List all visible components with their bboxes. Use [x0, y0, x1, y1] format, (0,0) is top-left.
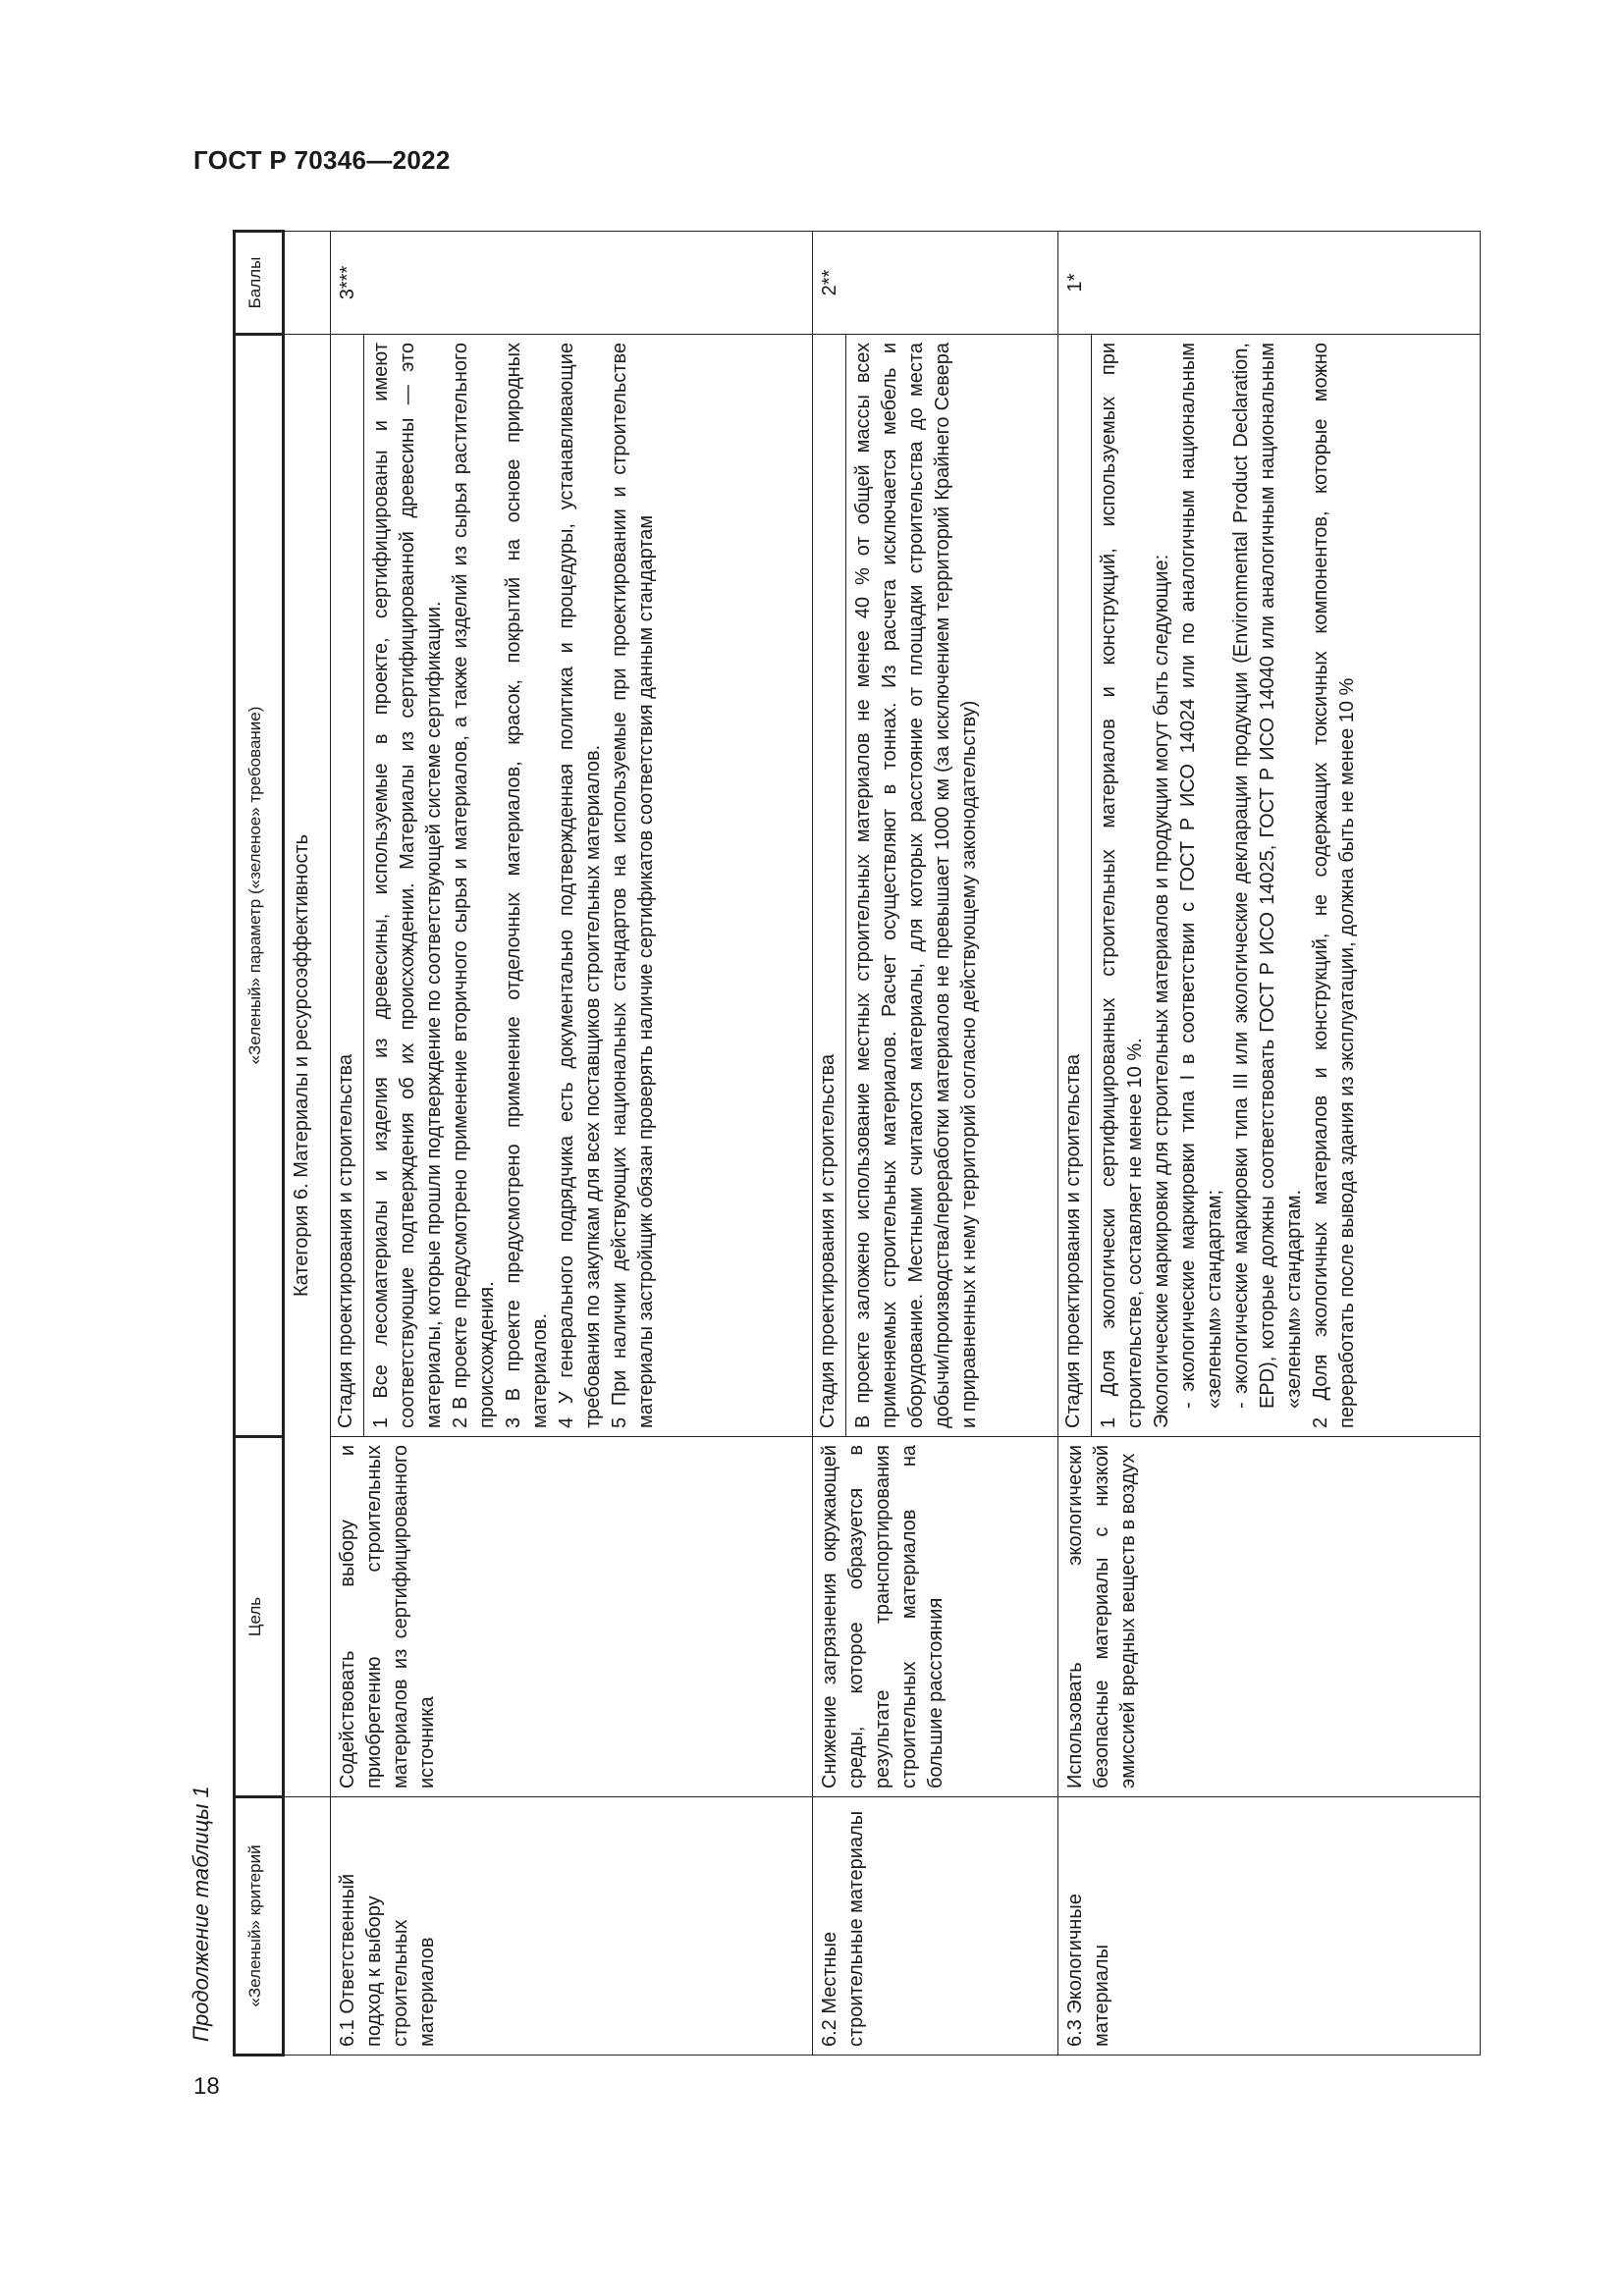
- criterion-cell: 6.3 Экологичные материалы: [1058, 1797, 1481, 2056]
- criteria-table: [233, 230, 1481, 2056]
- stage-label: Стадия проектирования и строительства: [813, 335, 846, 1436]
- requirement-item: В проекте заложено использование местных строительных материалов не менее 40 % от общей массы всех применяемых строительных материалов. Расчет осуществляют в тоннах. Из расчета исключается мебель и оборудование. Местными считаются материалы, для которых расстояние от площадки строительства до места добычи/производства/переработки материалов не превышает 1000 км (за исключением территорий Крайнего Севера и приравненных к нему территорий согласно действующему законодательству): [852, 343, 980, 1428]
- goal-cell: Содействовать выбору и приобретению строительных материалов из сертифицированного источника: [331, 1437, 813, 1797]
- category-title: Категория 6. Материалы и ресурсоэффективность: [284, 335, 331, 1797]
- table-row: [331, 232, 813, 2056]
- requirement-item: 1 Доля экологически сертифицированных строительных материалов и конструкций, используемых при строительстве, составляет не менее 10 %.: [1098, 343, 1146, 1428]
- col-header-parameter: «Зеленый» параметр («зеленое» требование): [235, 335, 284, 1437]
- parameter-cell: [813, 335, 1058, 1437]
- score-cell: 2**: [813, 232, 1058, 335]
- criterion-cell: 6.2 Местные строительные материалы: [813, 1797, 1058, 2056]
- stage-label: Стадия проектирования и строительства: [1058, 335, 1092, 1436]
- requirement-item: - экологические маркировки типа III или экологические декларации продукции (Environmental Product Declaration, EPD), которые должны соответствовать ГОСТ Р ИСО 14025, ГОСТ Р ИСО 14040 или аналогичным национальным «зеленым» стандартам.: [1230, 343, 1305, 1409]
- goal-cell: Снижение загрязнения окружающей среды, которое образуется в результате транспортирования строительных материалов на большие расстояния: [813, 1437, 1058, 1797]
- requirement-item: 3 В проекте предусмотрено применение отделочных материалов, красок, покрытий на основе природных материалов.: [503, 343, 551, 1428]
- col-header-criterion: «Зеленый» критерий: [235, 1797, 284, 2056]
- score-cell: 1*: [1058, 232, 1481, 335]
- rotated-table-wrapper: [233, 233, 1479, 2056]
- requirement-item: - экологические маркировки типа I в соответствии с ГОСТ Р ИСО 14024 или по аналогичным национальным «зеленым» стандартам;: [1177, 343, 1225, 1409]
- page-number: 18: [193, 2073, 220, 2100]
- parameter-cell: [331, 335, 813, 1437]
- document-header: ГОСТ Р 70346—2022: [193, 145, 451, 175]
- table-caption: Продолжение таблицы 1: [189, 1786, 213, 2042]
- table-row: [813, 232, 1058, 2056]
- category-row: [284, 232, 331, 2056]
- table-row: [1058, 232, 1481, 2056]
- requirement-item: Экологические маркировки для строительных материалов и продукции могут быть следующие:: [1151, 554, 1172, 1428]
- col-header-goal: Цель: [235, 1437, 284, 1797]
- parameter-cell: [1058, 335, 1481, 1437]
- score-cell: 3***: [331, 232, 813, 335]
- table-header-row: [235, 232, 284, 2056]
- stage-label: Стадия проектирования и строительства: [331, 335, 364, 1436]
- requirement-item: 1 Все лесоматериалы и изделия из древесины, используемые в проекте, сертифицированы и имеют соответствующие подтверждения об их происхождении. Материалы из сертифицированной древесины — это материалы, которые прошли подтверждение по соответствующей системе сертификации.: [370, 343, 445, 1428]
- goal-cell: Использовать экологически безопасные материалы с низкой эмиссией вредных веществ в воздух: [1058, 1437, 1481, 1797]
- col-header-score: Баллы: [235, 232, 284, 335]
- requirement-item: 2 Доля экологичных материалов и конструкций, не содержащих токсичных компонентов, которые можно переработать после вывода здания из эксплуатации, должна быть не менее 10 %: [1310, 343, 1358, 1428]
- criterion-cell: 6.1 Ответственный подход к выбору строительных материалов: [331, 1797, 813, 2056]
- requirement-item: 2 В проекте предусмотрено применение вторичного сырья и материалов, а также изделий из сырья растительного происхождения.: [450, 343, 498, 1428]
- requirement-item: 4 У генерального подрядчика есть документально подтвержденная политика и процедуры, устанавливающие требования по закупкам для всех поставщиков строительных материалов.: [556, 343, 604, 1428]
- requirement-item: 5 При наличии действующих национальных стандартов на используемые при проектировании и строительстве материалы застройщик обязан проверять наличие сертификатов соответствия данным стандартам: [609, 343, 657, 1428]
